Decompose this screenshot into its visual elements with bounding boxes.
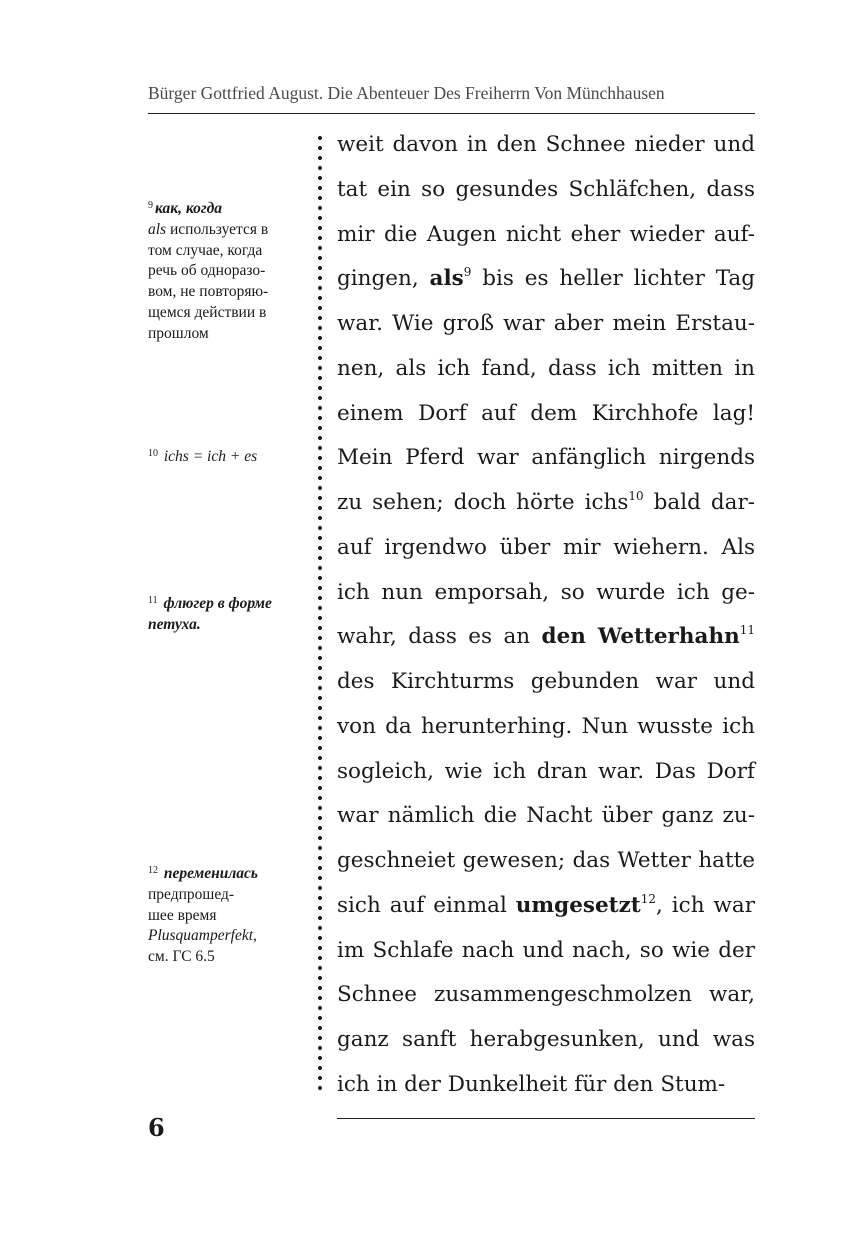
body-line: [337, 846, 755, 876]
body-text-run: auf irgendwo über mir wiehern. Als: [337, 534, 755, 560]
body-line: [337, 130, 755, 160]
body-text-run: mir die Augen nicht eher wieder auf-: [337, 221, 755, 247]
body-text-run: gingen,: [337, 266, 430, 292]
body-line: [337, 712, 755, 742]
footnote-marker: 12: [640, 891, 657, 906]
sidenote-number: 9: [148, 200, 153, 211]
footnote-marker: 10: [628, 489, 644, 503]
body-text-run: zu sehen; doch hörte ichs: [337, 490, 629, 515]
body-text-run: geschneiet gewesen; das Wetter hatte: [337, 848, 755, 873]
body-text-run: war. Wie groß war aber mein Erstau-: [337, 311, 755, 336]
sidenote-text: щемся действии в: [148, 303, 267, 321]
sidenote-text: шее время: [148, 906, 217, 924]
body-line: [337, 891, 755, 921]
footer-rule: [337, 1118, 755, 1119]
body-text-run: ganz sanft herabgesunken, und was: [337, 1027, 755, 1052]
body-text-run: war nämlich die Nacht über ganz zu-: [337, 803, 755, 829]
body-line: [337, 399, 755, 429]
body-text-run: ich in der Dunkelheit für den Stum-: [337, 1071, 726, 1097]
body-line: [337, 533, 755, 563]
body-text-run: weit davon in den Schnee nieder und: [337, 132, 755, 157]
sidenote-text: вом, не повторяю-: [148, 283, 269, 301]
dotted-divider: [317, 133, 323, 1095]
body-text-run: bald dar-: [643, 490, 755, 515]
sidenote-headword: флюгер в форме: [163, 595, 272, 612]
sidenote-12: [148, 861, 293, 968]
body-line: [337, 175, 755, 205]
body-line: [337, 1025, 755, 1055]
body-text-run: des Kirchturms gebunden war und: [337, 669, 755, 694]
body-line: [337, 936, 755, 966]
body-line: [337, 980, 755, 1010]
sidenote-text: предпрошед-: [148, 885, 235, 903]
body-text-run: Schnee zusammengeschmolzen war,: [337, 982, 755, 1008]
body-text-run: sogleich, wie ich dran war. Das Dorf: [337, 758, 755, 784]
footnote-marker: 9: [463, 265, 472, 280]
body-text-run: , ich war: [656, 892, 755, 918]
body-text-run: sich auf einmal: [337, 892, 516, 918]
glossed-term: umgesetzt: [515, 892, 641, 918]
sidenote-text: см. ГС 6.5: [148, 948, 215, 966]
sidenote-term: als: [148, 220, 167, 238]
sidenote-headword: как, когда: [155, 200, 223, 217]
header-rule: [148, 113, 755, 114]
sidenote-number: 10: [148, 448, 158, 459]
body-line: [337, 354, 755, 384]
body-line: [337, 622, 755, 652]
page-number: 6: [148, 1113, 165, 1142]
sidenote-text: прошлом: [148, 324, 209, 342]
sidenote-11: [148, 591, 293, 636]
body-line: [337, 578, 755, 608]
sidenote-headword: петуха.: [148, 615, 201, 633]
body-text-run: im Schlafe nach und nach, so wie der: [337, 937, 755, 963]
glossed-term: den Wetterhahn: [541, 624, 740, 650]
body-line: [337, 801, 755, 831]
sidenote-text: том случае, когда: [148, 241, 263, 259]
body-line: [337, 667, 755, 697]
body-text-run: tat ein so gesundes Schläfchen, dass: [337, 176, 755, 202]
footnote-marker: 11: [739, 623, 755, 638]
body-line: [337, 443, 755, 473]
body-text-run: ich nun emporsah, so wurde ich ge-: [337, 579, 755, 605]
body-text-run: einem Dorf auf dem Kirchhofe lag!: [337, 400, 755, 426]
body-line: [337, 488, 755, 518]
sidenote-headword: переменилась: [163, 865, 259, 882]
sidenote-number: 12: [148, 865, 158, 876]
body-text-run: bis es heller lichter Tag: [471, 266, 755, 292]
body-text-run: von da herunterhing. Nun wusste ich: [337, 713, 755, 739]
sidenote-text: речь об одноразо-: [148, 262, 266, 280]
body-text-run: Mein Pferd war anfänglich nirgends: [337, 445, 755, 471]
sidenote-text: ,: [253, 927, 257, 945]
body-line: [337, 1070, 755, 1100]
sidenote-term: Plusquamperfekt: [148, 927, 254, 945]
body-text-run: wahr, dass es an: [337, 624, 542, 650]
body-line: [337, 264, 755, 294]
sidenote-text: используется в: [166, 220, 269, 238]
body-text-run: nen, als ich fand, dass ich mitten in: [337, 355, 755, 381]
body-line: [337, 220, 755, 250]
sidenote-10: [148, 444, 293, 468]
sidenote-text: ichs = ich + es: [163, 448, 258, 465]
body-line: [337, 757, 755, 787]
glossed-term: als: [429, 266, 464, 292]
sidenote-9: [148, 196, 293, 345]
running-title: Bürger Gottfried August. Die Abenteuer Des Freiherrn Von Münchhausen: [148, 83, 665, 103]
body-line: [337, 309, 755, 339]
sidenote-number: 11: [148, 595, 158, 606]
